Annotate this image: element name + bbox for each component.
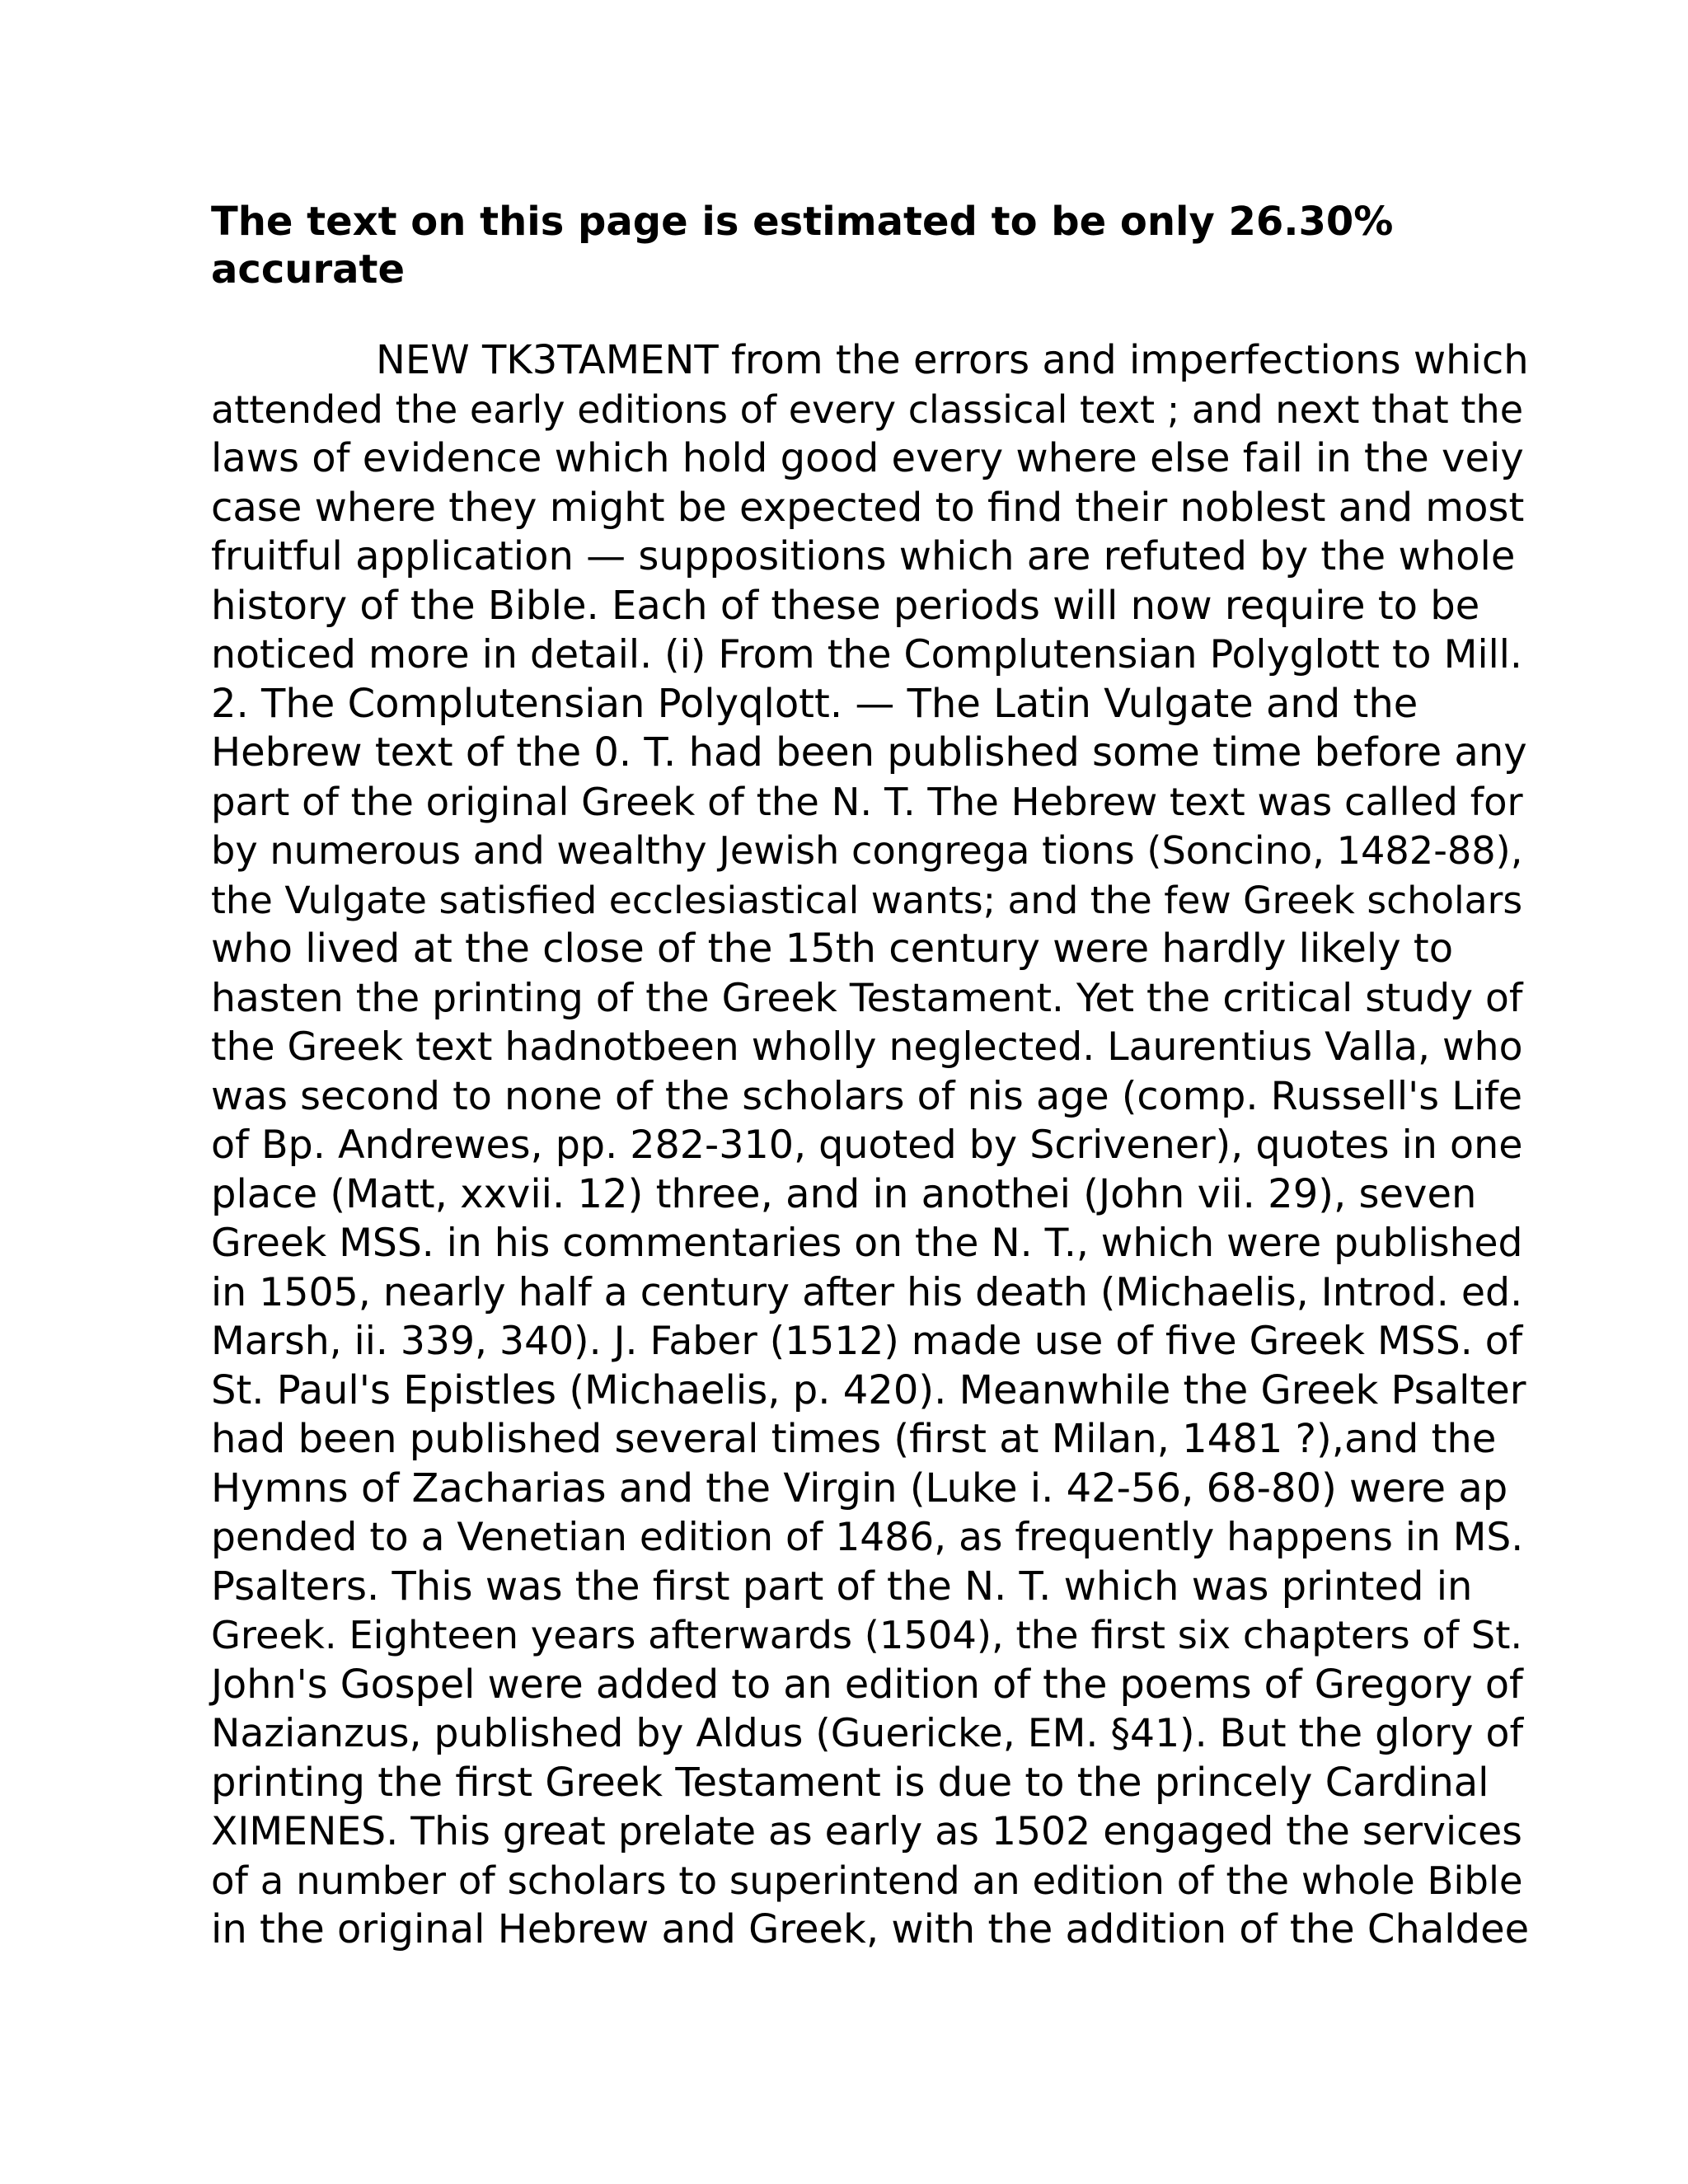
body-line: part of the original Greek of the N. T. The Hebrew text was called for xyxy=(211,779,1523,824)
body-line: place (Matt, xxvii. 12) three, and in anothei (John vii. 29), seven xyxy=(211,1170,1477,1217)
body-line: the Vulgate satisfied ecclesiastical wants; and the few Greek scholars xyxy=(211,878,1523,922)
body-line: printing the first Greek Testament is due to the princely Cardinal xyxy=(211,1759,1489,1806)
body-line: Psalters. This was the first part of the N. T. which was printed in xyxy=(211,1563,1473,1610)
body-line: Greek. Eighteen years afterwards (1504), the first six chapters of St. xyxy=(211,1613,1523,1657)
body-line: noticed more in detail. (i) From the Complutensian Polyglott to Mill. xyxy=(211,632,1522,677)
body-line: laws of evidence which hold good every where else fail in the veiy xyxy=(211,435,1524,481)
body-line: XIMENES. This great prelate as early as 1502 engaged the services xyxy=(211,1809,1522,1854)
body-line: the Greek text hadnotbeen wholly neglected. Laurentius Valla, who xyxy=(211,1024,1523,1070)
body-line: Hymns of Zacharias and the Virgin (Luke i. 42-56, 68-80) were ap xyxy=(211,1465,1508,1511)
body-line: hasten the printing of the Greek Testament. Yet the critical study of xyxy=(211,975,1523,1021)
body-line: in the original Hebrew and Greek, with the addition of the Chaldee xyxy=(211,1906,1530,1952)
body-line: Greek MSS. in his commentaries on the N. T., which were published xyxy=(211,1221,1523,1266)
heading-line: The text on this page is estimated to be only 26.30% xyxy=(211,199,1394,245)
body-line: case where they might be expected to find their noblest and most xyxy=(211,484,1525,531)
body-line: history of the Bible. Each of these periods will now require to be xyxy=(211,582,1480,629)
body-line: John's Gospel were added to an edition of the poems of Gregory of xyxy=(211,1661,1523,1708)
body-line: attended the early editions of every classical text ; and next that the xyxy=(211,387,1524,432)
body-line: in 1505, nearly half a century after his death (Michaelis, Introd. ed. xyxy=(211,1269,1523,1315)
body-line: fruitful application — suppositions which are refuted by the whole xyxy=(211,533,1516,579)
body-line: of a number of scholars to superintend an edition of the whole Bible xyxy=(211,1858,1523,1903)
body-line: 2. The Complutensian Polyqlott. — The Latin Vulgate and the xyxy=(211,680,1418,727)
body-line: Nazianzus, published by Aldus (Guericke, EM. §41). But the glory of xyxy=(211,1711,1524,1756)
body-text xyxy=(211,336,1530,1955)
body-line: was second to none of the scholars of nis age (comp. Russell's Life xyxy=(211,1073,1523,1119)
heading-line: accurate xyxy=(211,246,406,293)
body-line: by numerous and wealthy Jewish congrega tions (Soncino, 1482-88), xyxy=(211,828,1523,873)
body-line: St. Paul's Epistles (Michaelis, p. 420). Meanwhile the Greek Psalter xyxy=(211,1366,1526,1413)
body-line: who lived at the close of the 15th century were hardly likely to xyxy=(211,926,1454,972)
body-line: of Bp. Andrewes, pp. 282-310, quoted by Scrivener), quotes in one xyxy=(211,1122,1523,1168)
body-line: NEW TK3TAMENT from the errors and imperfections which xyxy=(376,337,1529,383)
body-line: pended to a Venetian edition of 1486, as frequently happens in MS. xyxy=(211,1515,1524,1560)
body-line: had been published several times (first at Milan, 1481 ?),and the xyxy=(211,1416,1497,1462)
body-line: Marsh, ii. 339, 340). J. Faber (1512) made use of five Greek MSS. of xyxy=(211,1319,1523,1364)
body-line: Hebrew text of the 0. T. had been published some time before any xyxy=(211,729,1527,776)
accuracy-heading xyxy=(211,198,1530,293)
